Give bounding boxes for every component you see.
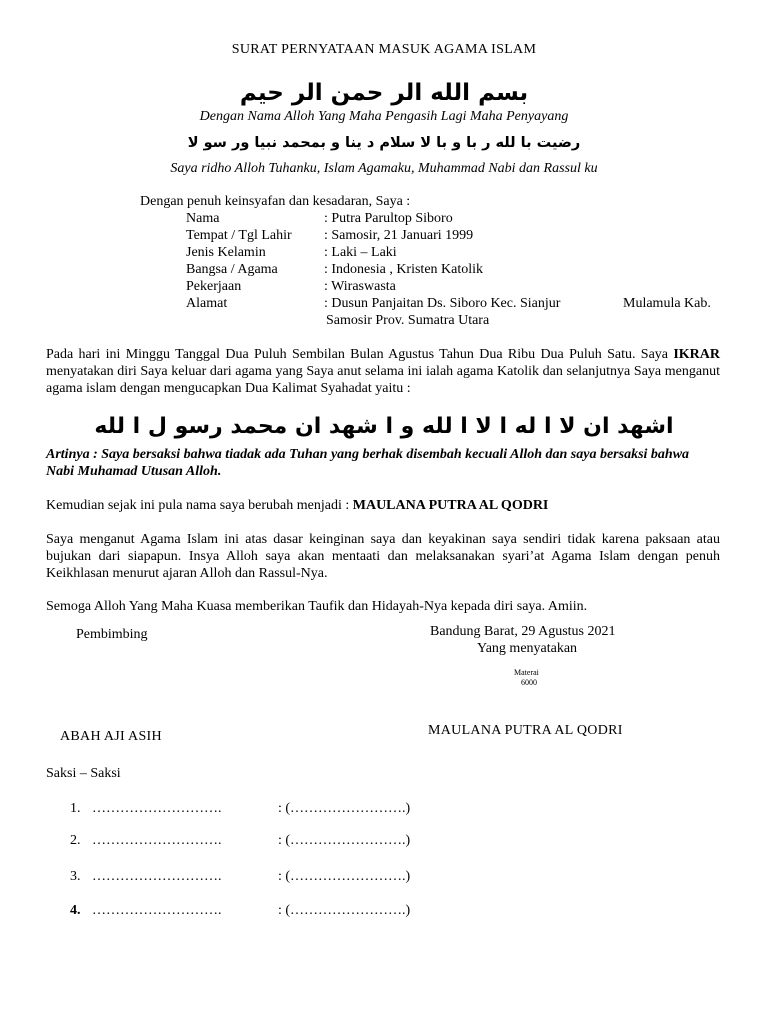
value-alamat-line2: Samosir Prov. Sumatra Utara: [326, 313, 490, 328]
basmalah-translation: Dengan Nama Alloh Yang Maha Pengasih Lagi Maha Penyayang: [199, 109, 569, 124]
statement-paragraph: [46, 346, 720, 397]
witness-name-blank: ……………………….: [92, 833, 222, 848]
label-pekerjaan: Pekerjaan: [186, 279, 242, 294]
witness-number: 1.: [70, 801, 81, 816]
label-jenis-kelamin: Jenis Kelamin: [186, 245, 266, 260]
witness-name-blank: ……………………….: [92, 801, 222, 816]
witness-number: 3.: [70, 869, 81, 884]
closing-paragraph: Semoga Alloh Yang Maha Kuasa memberikan Taufik dan Hidayah-Nya kepada diri saya. Amiin.: [46, 599, 588, 614]
pembimbing-name: ABAH AJI ASIH: [60, 729, 162, 744]
witness-name-blank: ……………………….: [92, 869, 222, 884]
witness-sign-blank: : (…………………….): [278, 801, 411, 816]
ridho-arabic: رضيت با لله ر با و با لا سلام د ينا و بمحمد نبيا ور سو لا: [187, 135, 581, 151]
witnesses-heading: Saksi – Saksi: [46, 766, 121, 781]
reason-paragraph: Saya menganut Agama Islam ini atas dasar keinginan saya dan keyakinan saya sendiri tidak karena paksaan atau bujukan dari siapapun. Insya Alloh saya akan mentaati dan melaksanakan syari’at Agama Islam dengan penuh Keikhlasan menurut ajaran Alloh dan Rassul-Nya.: [46, 532, 720, 581]
materai-label: Materai: [514, 668, 539, 677]
shahadah-arabic: اشهد ان لا ا له ا لا ا لله و ا شهد ان محمد رسو ل ا لله: [94, 414, 674, 439]
witness-sign-blank: : (…………………….): [278, 903, 411, 918]
basmalah-arabic: بسم الله الر حمن الر حيم: [239, 80, 529, 106]
statement-ikrar: IKRAR: [673, 347, 720, 362]
pembimbing-label: Pembimbing: [76, 627, 148, 642]
statement-text-before: Pada hari ini Minggu Tanggal Dua Puluh Sembilan Bulan Agustus Tahun Dua Ribu Dua Puluh Satu. Saya: [46, 347, 674, 362]
value-nama: : Putra Parultop Siboro: [324, 211, 453, 226]
value-bangsa-agama: : Indonesia , Kristen Katolik: [324, 262, 484, 277]
witness-sign-blank: : (…………………….): [278, 833, 411, 848]
witness-number: 4.: [70, 903, 81, 918]
place-date: Bandung Barat, 29 Agustus 2021: [430, 624, 616, 639]
document-title: SURAT PERNYATAAN MASUK AGAMA ISLAM: [231, 42, 537, 57]
label-alamat: Alamat: [186, 296, 228, 311]
value-tempat-tgl-lahir: : Samosir, 21 Januari 1999: [324, 228, 474, 243]
value-alamat: : Dusun Panjaitan Ds. Siboro Kec. Sianjur: [324, 296, 561, 311]
witness-name-blank: ……………………….: [92, 903, 222, 918]
label-nama: Nama: [186, 211, 220, 226]
value-alamat-right: Mulamula Kab.: [623, 296, 711, 311]
label-bangsa-agama: Bangsa / Agama: [186, 262, 278, 277]
witness-number: 2.: [70, 833, 81, 848]
new-name-statement: [46, 497, 720, 514]
signer-name: MAULANA PUTRA AL QODRI: [428, 723, 623, 738]
intro-text: Dengan penuh keinsyafan dan kesadaran, Saya :: [140, 194, 411, 209]
new-name-value: MAULANA PUTRA AL QODRI: [352, 498, 549, 513]
value-jenis-kelamin: : Laki – Laki: [324, 245, 397, 260]
yang-menyatakan-label: Yang menyatakan: [477, 641, 578, 656]
new-name-text: Kemudian sejak ini pula nama saya berubah menjadi :: [46, 498, 353, 513]
value-pekerjaan: : Wiraswasta: [324, 279, 396, 294]
materai-value: 6000: [521, 678, 537, 687]
shahadah-translation: Artinya : Saya bersaksi bahwa tiadak ada Tuhan yang berhak disembah kecuali Alloh dan saya bersaksi bahwa Nabi Muhamad Utusan Alloh.: [46, 447, 690, 479]
witness-sign-blank: : (…………………….): [278, 869, 411, 884]
label-tempat-tgl-lahir: Tempat / Tgl Lahir: [186, 228, 292, 243]
statement-text-after: menyatakan diri Saya keluar dari agama yang Saya anut selama ini ialah agama Katolik dan selanjutnya Saya menganut agama islam dengan mengucapkan Dua Kalimat Syahadat yaitu :: [46, 364, 720, 396]
ridho-translation: Saya ridho Alloh Tuhanku, Islam Agamaku, Muhammad Nabi dan Rassul ku: [170, 161, 598, 176]
